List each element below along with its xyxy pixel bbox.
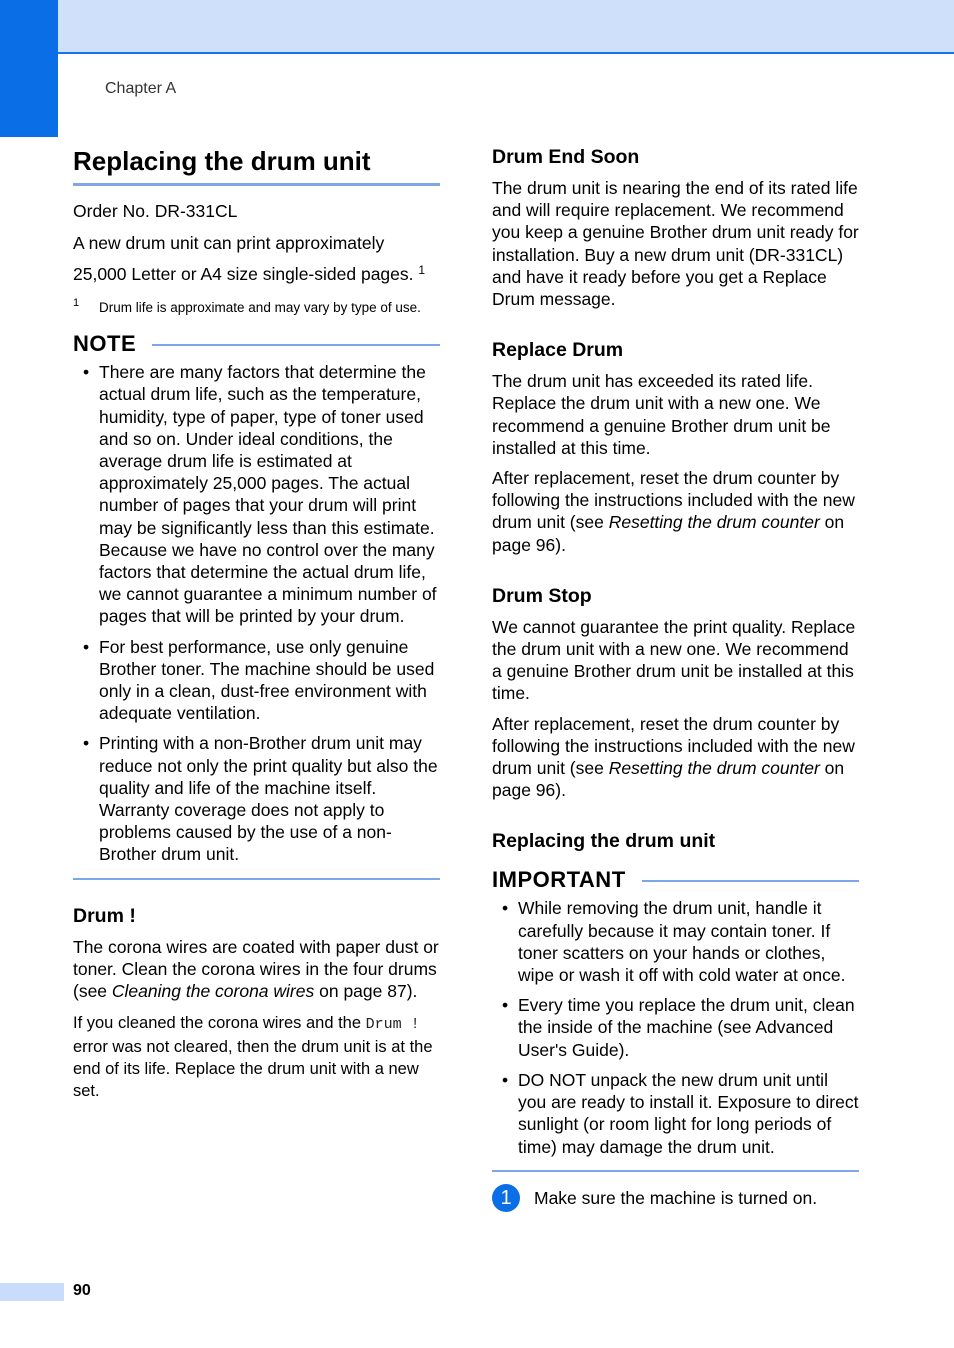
- bullet-icon: •: [83, 733, 90, 754]
- bullet-icon: •: [502, 1069, 509, 1090]
- step-1: [492, 1184, 859, 1212]
- replacing-heading: Replacing the drum unit: [492, 830, 716, 853]
- important-header: [492, 867, 859, 893]
- important-label: IMPORTANT: [492, 867, 626, 893]
- footnote: [73, 298, 440, 317]
- important-list: [492, 897, 859, 1157]
- footnote-number: 1: [73, 297, 80, 310]
- intro-body: A new drum unit can print approximately 25,000 Letter or A4 size single-sided pages.: [73, 233, 414, 285]
- list-item: • There are many factors that determine the actual drum life, such as the temperature, humidity, type of paper, type of toner used and so on. Under ideal conditions, the average drum life is estimated at approximately 25,000 pages. The actual number of pages that your drum will print may be significantly less than this estimate. Because we have no control over the many factors that determine the actual drum life, we cannot guarantee a minimum number of pages that will be printed by your drum.: [83, 362, 437, 627]
- drum-heading: Drum !: [73, 904, 136, 927]
- list-item: • Every time you replace the drum unit, clean the inside of the machine (see Advanced User's Guide).: [502, 995, 855, 1060]
- cross-reference-link[interactable]: Resetting the drum counter: [608, 758, 820, 779]
- bullet-icon: •: [83, 636, 90, 657]
- bullet-icon: •: [502, 898, 509, 919]
- order-number: Order No. DR-331CL: [73, 201, 238, 221]
- footnote-ref: 1: [418, 263, 426, 278]
- replace-drum-heading: Replace Drum: [492, 339, 624, 362]
- note-rule: [152, 344, 440, 346]
- replace-drum-text: The drum unit has exceeded its rated life. Replace the drum unit with a new one. We recommend a genuine Brother drum unit be installed at this time.: [492, 371, 831, 458]
- lcd-message: Drum !: [365, 1016, 420, 1034]
- header-band: [0, 0, 954, 54]
- chapter-label: Chapter A: [105, 80, 177, 97]
- drum-stop-after: After replacement, reset the drum counter by following the instructions included with the new drum unit (see Resetting the drum counter on page 96).: [492, 713, 855, 801]
- page-title: Replacing the drum unit: [73, 145, 440, 186]
- note-list: [73, 361, 440, 865]
- page-tab: [0, 1283, 64, 1301]
- cross-reference-link[interactable]: Cleaning the corona wires: [111, 981, 315, 1002]
- drum-end-soon-heading: Drum End Soon: [492, 146, 640, 168]
- drum-stop-heading: Drum Stop: [492, 584, 592, 607]
- list-item: • While removing the drum unit, handle it carefully because it may contain toner. If toner scatters on your hands or clothes, wipe or wash it off with cold water at once.: [502, 898, 846, 986]
- drum-stop-text: We cannot guarantee the print quality. Replace the drum unit with a new one. We recommend a genuine Brother drum unit be installed at this time.: [492, 616, 856, 704]
- bullet-icon: •: [83, 362, 90, 383]
- step-text: Make sure the machine is turned on.: [534, 1187, 818, 1208]
- step-number-icon: 1: [492, 1184, 520, 1212]
- list-item: • Printing with a non-Brother drum unit may reduce not only the print quality but also the quality and life of the machine itself. Warranty coverage does not apply to problems caused by the use of a non-Brother drum unit.: [83, 733, 438, 865]
- left-column: [73, 145, 440, 1102]
- chapter-tab-block: [0, 0, 58, 137]
- important-end-rule: [492, 1170, 859, 1172]
- drum-end-soon-text: The drum unit is nearing the end of its rated life and will require replacement. We recommend you keep a genuine Brother drum unit ready for installation. Buy a new drum unit (DR-331CL) and have it ready before you get a Replace Drum message.: [492, 178, 859, 310]
- drum-paragraph: The corona wires are coated with paper dust or toner. Clean the corona wires in the four drums (see Cleaning the corona wires on page 87).: [73, 936, 439, 1002]
- list-item: • DO NOT unpack the new drum unit until you are ready to install it. Exposure to direct sunlight (or room light for long periods of time) may damage the drum unit.: [502, 1069, 859, 1157]
- footnote-text: Drum life is approximate and may vary by type of use.: [99, 300, 421, 316]
- drum-small-paragraph: If you cleaned the corona wires and the Drum ! error was not cleared, then the drum unit is at the end of its life. Replace the drum unit with a new set.: [73, 1014, 433, 1101]
- important-rule: [642, 880, 859, 882]
- intro-text: [73, 230, 440, 288]
- bullet-icon: •: [502, 995, 509, 1016]
- page-number: 90: [73, 1282, 91, 1299]
- list-item: • For best performance, use only genuine Brother toner. The machine should be used only in a clean, dust-free environment with adequate ventilation.: [83, 636, 435, 724]
- note-end-rule: [73, 878, 440, 880]
- right-column: [492, 145, 859, 1212]
- replace-drum-after: After replacement, reset the drum counter by following the instructions included with the new drum unit (see Resetting the drum counter on page 96).: [492, 468, 855, 555]
- cross-reference-link[interactable]: Resetting the drum counter: [608, 512, 820, 533]
- note-label: NOTE: [73, 331, 137, 357]
- note-header: [73, 331, 440, 357]
